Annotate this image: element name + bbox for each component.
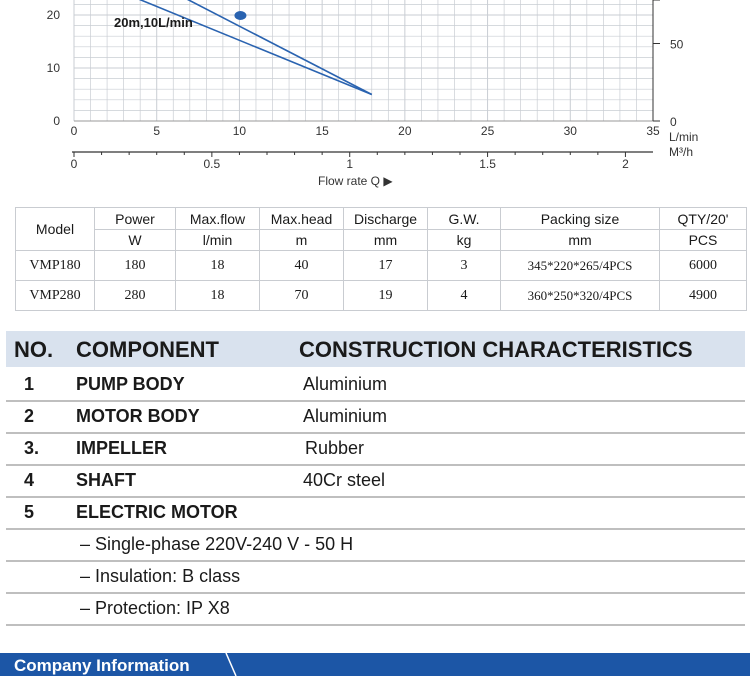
- x-tick-label: 5: [153, 124, 161, 138]
- unit-power: W: [95, 230, 176, 251]
- header-no: NO.: [14, 337, 54, 362]
- unit-gw: kg: [428, 230, 501, 251]
- header-component: COMPONENT: [76, 337, 219, 362]
- x-tick-label: 10: [232, 124, 247, 138]
- cell-power: 280: [95, 281, 176, 311]
- header-gw: G.W.: [428, 208, 501, 230]
- component-table-header: [6, 331, 745, 367]
- component-no: 2: [24, 406, 35, 426]
- component-row-motor-body: [6, 402, 745, 434]
- banner-title: Company Information: [14, 656, 190, 675]
- cell-max-flow: 18: [176, 281, 260, 311]
- component-name: IMPELLER: [76, 438, 168, 458]
- component-row-pump-body: [6, 370, 745, 402]
- component-row-electric-motor: [6, 498, 745, 530]
- x-tick-label: 30: [563, 124, 577, 138]
- header-qty: QTY/20': [660, 208, 747, 230]
- cell-gw: 3: [428, 251, 501, 281]
- header-max-head: Max.head: [260, 208, 344, 230]
- x-axis-tick-labels-m3h: [71, 157, 629, 171]
- operating-point-marker: [234, 11, 246, 20]
- cell-discharge: 17: [344, 251, 428, 281]
- x-tick-label: 15: [315, 124, 329, 138]
- cell-max-head: 40: [260, 251, 344, 281]
- component-material: Aluminium: [303, 374, 388, 394]
- x2-tick-label: 1: [346, 157, 354, 171]
- header-model: Model: [16, 208, 95, 251]
- x-tick-label: 35: [646, 124, 660, 138]
- cell-model: VMP180: [16, 251, 95, 281]
- right-axis-ticks: [653, 0, 660, 121]
- cell-max-flow: 18: [176, 251, 260, 281]
- x-unit-lmin: L/min: [669, 130, 699, 144]
- company-information-banner: [0, 653, 750, 676]
- cell-gw: 4: [428, 281, 501, 311]
- x-axis-tick-labels-lmin: [71, 124, 660, 138]
- component-no: 3.: [24, 438, 40, 458]
- header-characteristics: CONSTRUCTION CHARACTERISTICS: [299, 337, 693, 362]
- component-row-shaft: [6, 466, 745, 498]
- component-name: SHAFT: [76, 470, 136, 490]
- right-axis-tick-labels: [670, 38, 684, 130]
- y-tick-label: 20: [46, 8, 60, 22]
- x-unit-m3h: M³/h: [669, 145, 693, 159]
- right-tick-label: 0: [670, 115, 677, 129]
- cell-qty: 4900: [660, 281, 747, 311]
- motor-detail-row: [6, 530, 745, 562]
- spec-header-row: [16, 208, 747, 230]
- component-name: PUMP BODY: [76, 374, 185, 394]
- chart-annotation: 20m,10L/min: [114, 15, 193, 30]
- component-no: 4: [24, 470, 35, 490]
- x-axis-title: Flow rate Q ▶: [318, 174, 393, 188]
- x-tick-label: 25: [480, 124, 495, 138]
- motor-detail-row: [6, 594, 745, 626]
- right-tick-label: 50: [670, 37, 684, 52]
- component-name: MOTOR BODY: [76, 406, 200, 426]
- x2-tick-label: 2: [622, 157, 629, 171]
- header-discharge: Discharge: [344, 208, 428, 230]
- motor-detail-phase: – Single-phase 220V-240 V - 50 H: [80, 534, 354, 554]
- x-axis-m3h: [72, 152, 653, 157]
- unit-qty: PCS: [660, 230, 747, 251]
- motor-detail-protection: – Protection: IP X8: [80, 598, 230, 618]
- component-material: Aluminium: [303, 406, 388, 426]
- component-no: 5: [24, 502, 35, 522]
- x-tick-label: 0: [70, 124, 78, 138]
- header-packing-size: Packing size: [501, 208, 660, 230]
- unit-max-head: m: [260, 230, 344, 251]
- unit-discharge: mm: [344, 230, 428, 251]
- cell-model: VMP280: [16, 281, 95, 311]
- unit-max-flow: l/min: [176, 230, 260, 251]
- cell-packing-size: 360*250*320/4PCS: [501, 281, 660, 311]
- x-tick-label: 20: [398, 124, 412, 138]
- motor-detail-insulation: – Insulation: B class: [80, 566, 241, 586]
- y-tick-label: 0: [53, 114, 60, 128]
- x2-tick-label: 1.5: [479, 157, 496, 171]
- cell-qty: 6000: [660, 251, 747, 281]
- component-material: 40Cr steel: [303, 470, 386, 490]
- cell-packing-size: 345*220*265/4PCS: [501, 251, 660, 281]
- header-power: Power: [95, 208, 176, 230]
- header-max-flow: Max.flow: [176, 208, 260, 230]
- y-tick-label: 10: [46, 61, 60, 75]
- pump-performance-chart: [0, 0, 750, 200]
- component-no: 1: [24, 374, 35, 394]
- left-axis-tick-labels: [47, 8, 61, 128]
- component-row-impeller: [6, 434, 745, 466]
- x2-tick-label: 0: [70, 157, 78, 171]
- x2-tick-label: 0.5: [203, 157, 221, 171]
- unit-packing-size: mm: [501, 230, 660, 251]
- cell-power: 180: [95, 251, 176, 281]
- banner-divider-icon: [220, 653, 240, 676]
- table-row: [16, 281, 747, 311]
- component-material: Rubber: [305, 438, 365, 458]
- motor-detail-row: [6, 562, 745, 594]
- table-row: [16, 251, 747, 281]
- cell-discharge: 19: [344, 281, 428, 311]
- cell-max-head: 70: [260, 281, 344, 311]
- spec-table: [15, 207, 747, 311]
- spec-unit-row: [16, 230, 747, 251]
- component-name: ELECTRIC MOTOR: [76, 502, 238, 522]
